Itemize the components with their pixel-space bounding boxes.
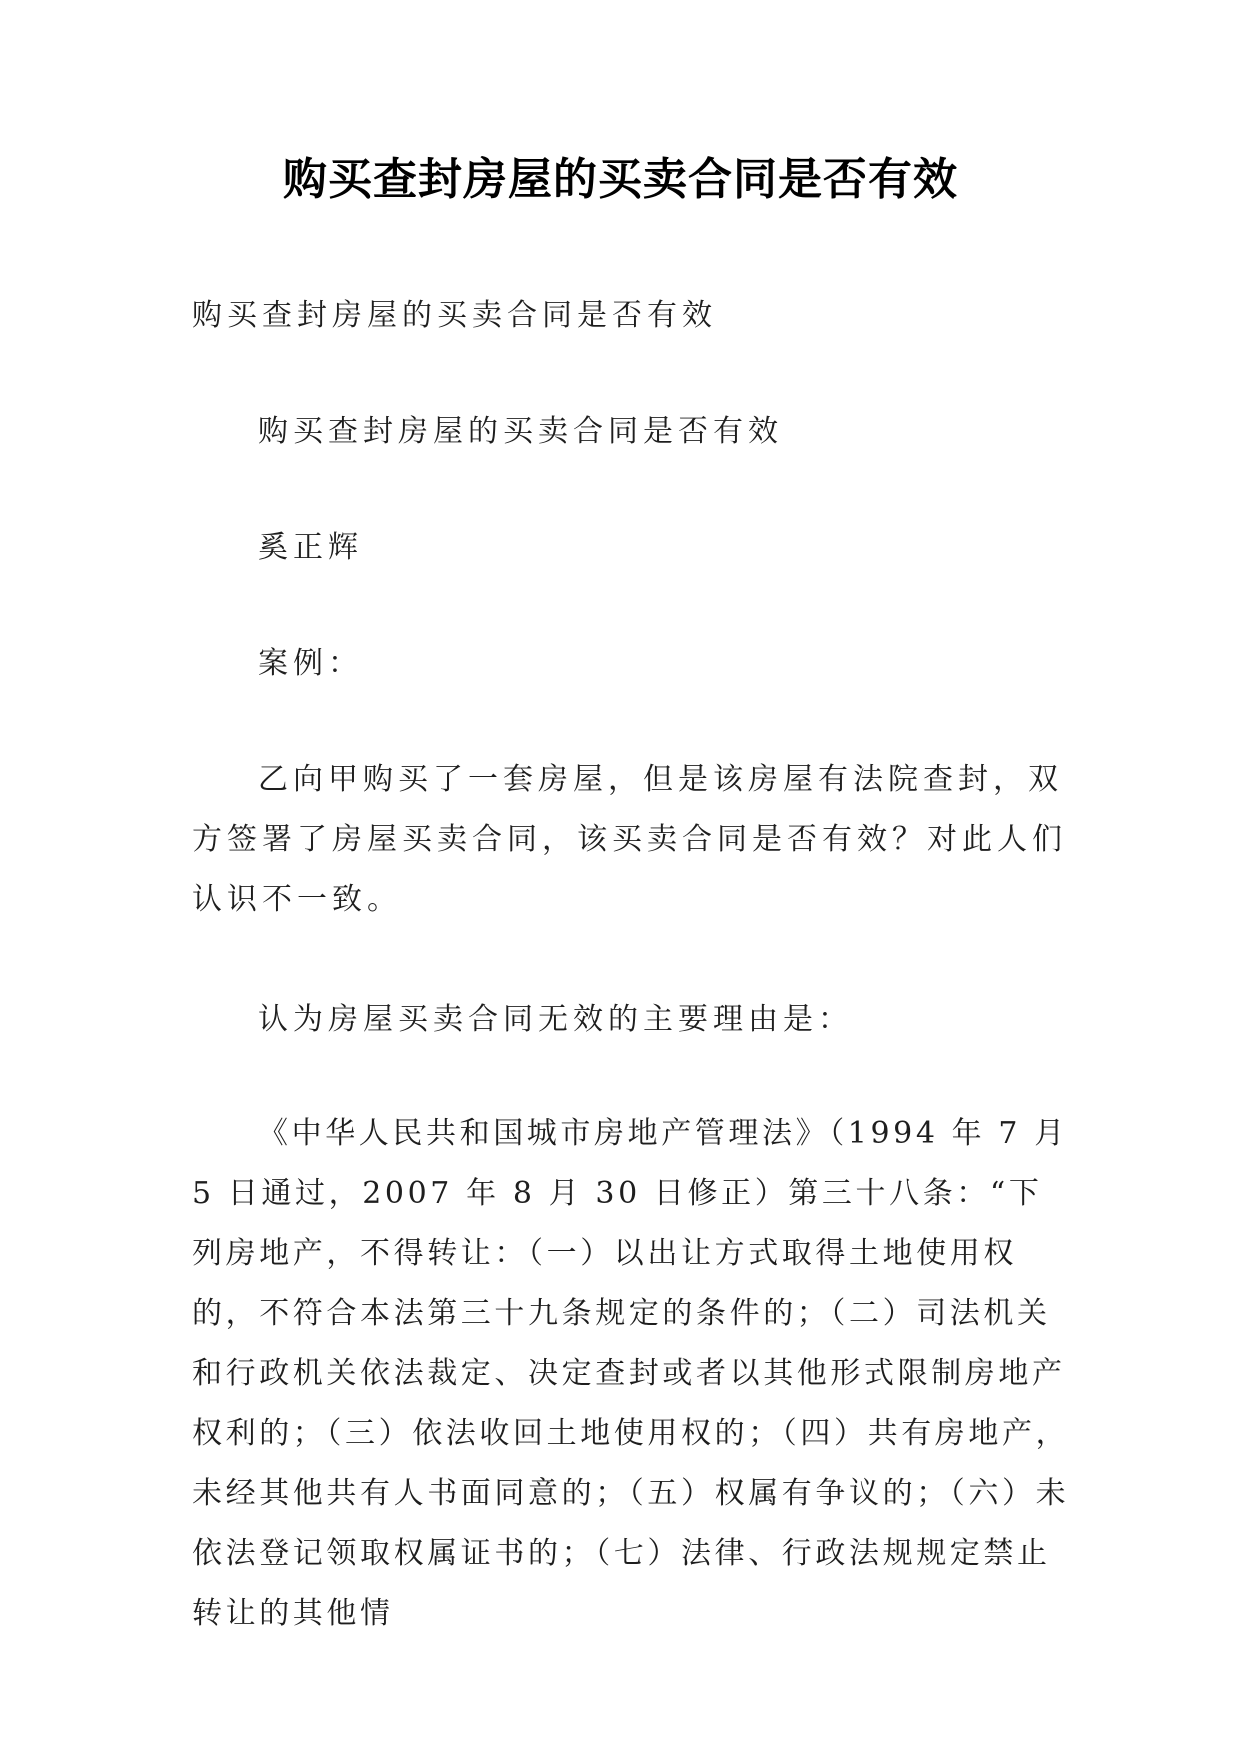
case-label: 案例： (258, 646, 363, 681)
case-paragraph: 乙向甲购买了一套房屋，但是该房屋有法院查封，双方签署了房屋买卖合同，该买卖合同是否有效？对此人们认识不一致。 (192, 762, 1067, 917)
author-name: 奚正辉 (258, 530, 363, 565)
law-paragraph: 《中华人民共和国城市房地产管理法》（1994 年 7 月 5 日通过，2007 年 8 月 30 日修正）第三十八条：“下列房地产，不得转让：（一）以出让方式取得土地使用权的，不符合本法第三十九条规定的条件的；（二）司法机关和行政机关依法裁定、决定查封或者以其他形式限制房地产权利的；（三）依法收回土地使用权的；（四）共有房地产，未经其他共有人书面同意的；（五）权属有争议的；（六）未依法登记领取权属证书的；（七）法律、行政法规规定禁止转让的其他情 (192, 1116, 1070, 1631)
document-title: 购买查封房屋的买卖合同是否有效 (283, 154, 958, 205)
subtitle-line: 购买查封房屋的买卖合同是否有效 (192, 298, 717, 333)
indented-subtitle-line: 购买查封房屋的买卖合同是否有效 (258, 414, 783, 449)
invalid-reason-heading: 认为房屋买卖合同无效的主要理由是： (258, 1002, 853, 1037)
